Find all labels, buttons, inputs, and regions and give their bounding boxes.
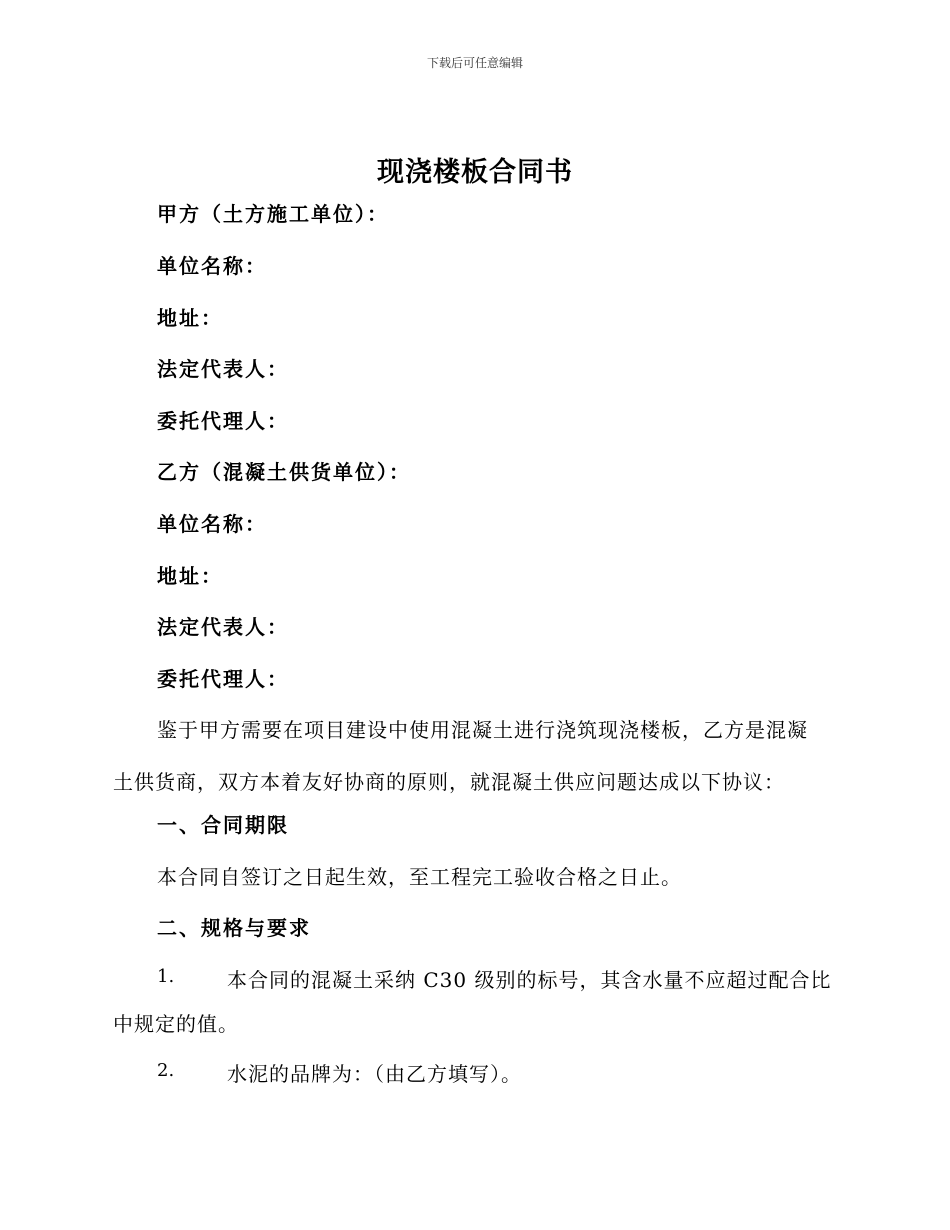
party-b-agent: 委托代理人： [157,667,289,691]
party-b-heading: 乙方（混凝土供货单位）： [157,460,411,484]
header-note: 下载后可任意编辑 [426,56,523,70]
party-a-address: 地址： [157,306,223,330]
party-a-heading: 甲方（土方施工单位）： [157,202,389,226]
party-b-unit-name: 单位名称： [157,512,267,536]
party-b-legal-rep: 法定代表人： [157,615,289,639]
section-2-heading: 二、规格与要求 [157,916,311,940]
preamble-line-2: 土供货商，双方本着友好协商的原则，就混凝土供应问题达成以下协议： [113,770,785,794]
document-title: 现浇楼板合同书 [377,157,573,188]
party-a-unit-name: 单位名称： [157,254,267,278]
list-item-text: 本合同的混凝土采纳 C30 级别的标号，其含水量不应超过配合比 [227,968,832,992]
section-1-heading: 一、合同期限 [157,813,289,837]
party-a-legal-rep: 法定代表人： [157,357,289,381]
list-item-number: 1. [157,966,175,987]
list-item-number: 2. [157,1060,175,1081]
preamble-line-1: 鉴于甲方需要在项目建设中使用混凝土进行浇筑现浇楼板，乙方是混凝 [157,718,808,742]
party-a-agent: 委托代理人： [157,409,289,433]
party-b-address: 地址： [157,564,223,588]
section-1-body: 本合同自签订之日起生效，至工程完工验收合格之日止。 [157,865,682,889]
list-item-text: 水泥的品牌为：（由乙方填写）。 [227,1062,522,1086]
list-item-text-continued: 中规定的值。 [113,1012,239,1036]
